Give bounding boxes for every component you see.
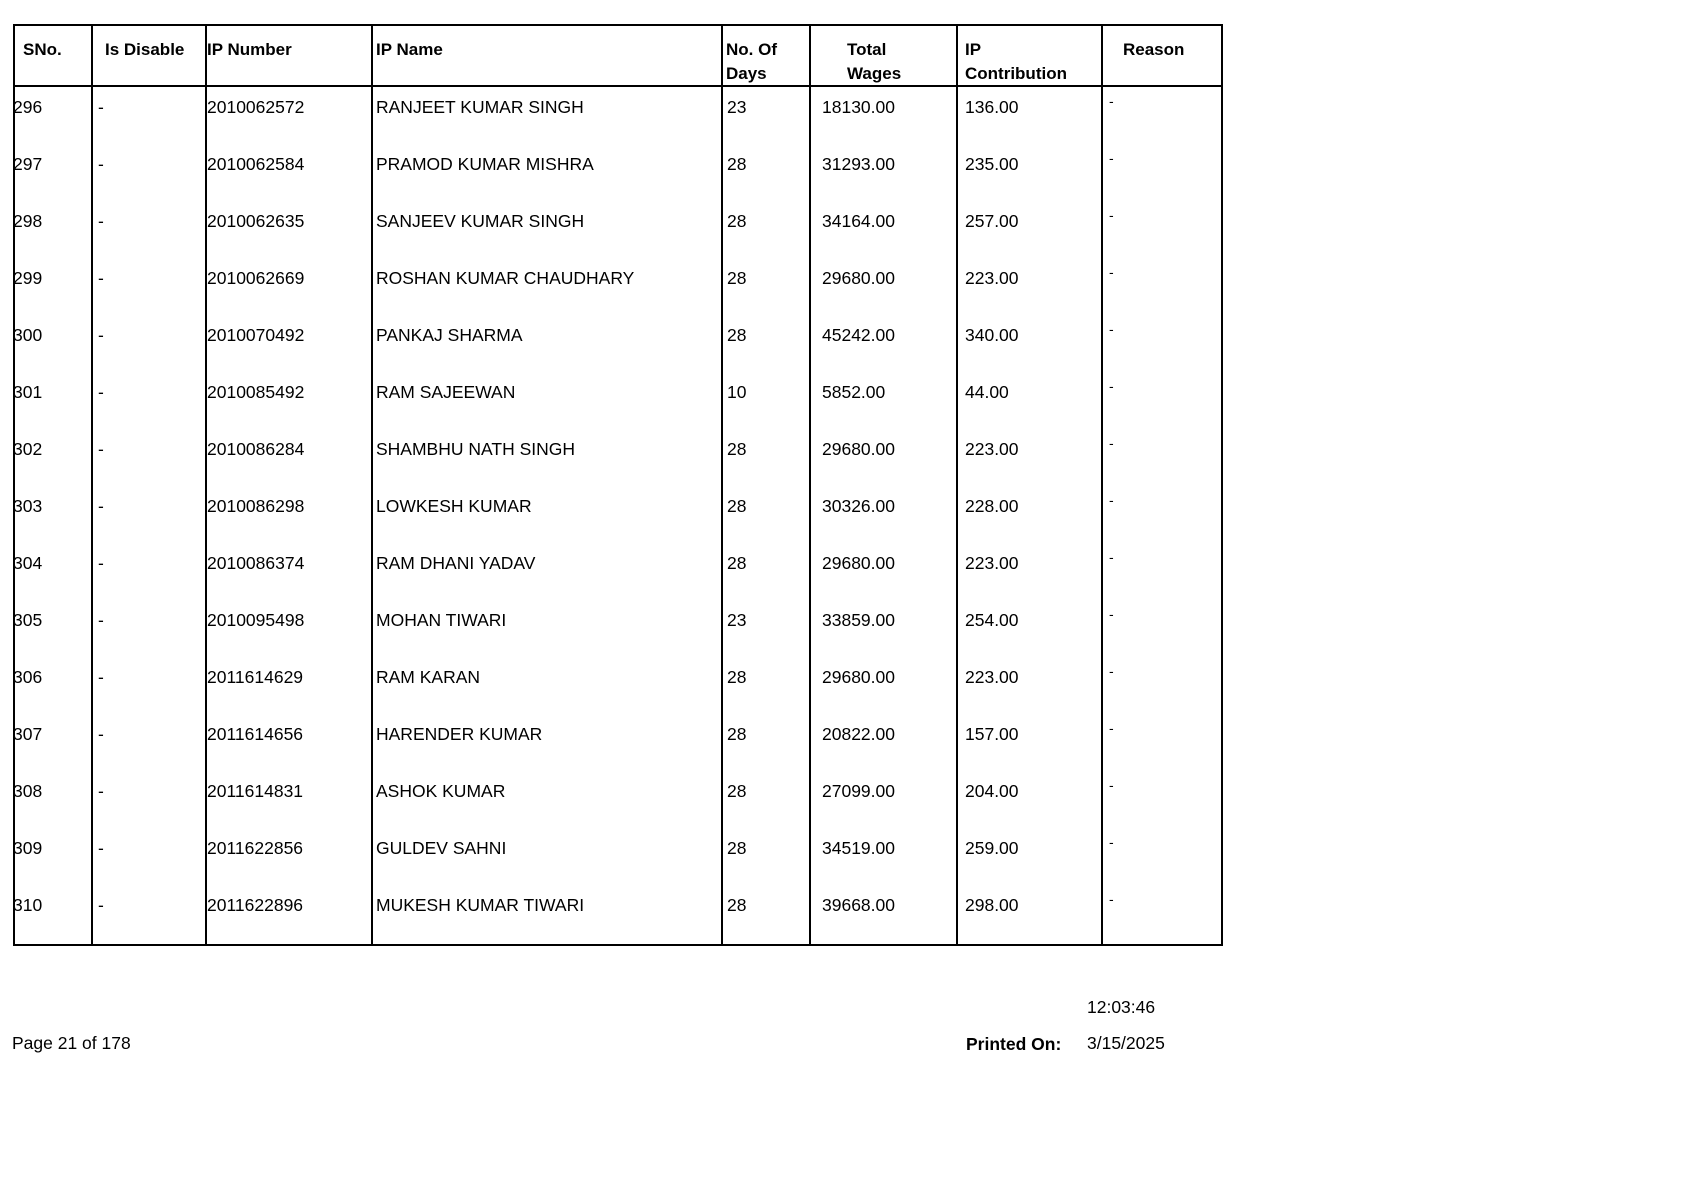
cell-wages: 29680.00: [822, 439, 895, 459]
cell-is-disable: -: [98, 610, 104, 630]
cell-wages: 39668.00: [822, 895, 895, 915]
table-row: [15, 657, 1221, 714]
cell-contribution: 44.00: [965, 382, 1009, 402]
table-row: [15, 600, 1221, 657]
cell-is-disable: -: [98, 895, 104, 915]
cell-ip-number: 2010062669: [207, 268, 305, 288]
cell-sno: 299: [13, 268, 43, 288]
header-wages-line2: Wages: [847, 64, 902, 83]
cell-ip-name: HARENDER KUMAR: [376, 724, 543, 744]
cell-ip-name: RAM KARAN: [376, 667, 481, 687]
cell-wages: 31293.00: [822, 154, 895, 174]
cell-ip-name: RAM DHANI YADAV: [376, 553, 536, 573]
cell-ip-name: PANKAJ SHARMA: [376, 325, 523, 345]
cell-ip-number: 2010062635: [207, 211, 305, 231]
cell-days: 28: [727, 781, 747, 801]
table-row: [15, 828, 1221, 885]
cell-ip-number: 2011614656: [207, 724, 304, 744]
cell-is-disable: -: [98, 268, 104, 288]
cell-contribution: 223.00: [965, 553, 1019, 573]
cell-days: 28: [727, 838, 747, 858]
cell-days: 28: [727, 724, 747, 744]
cell-is-disable: -: [98, 97, 104, 117]
table-row: [15, 543, 1221, 600]
header-ip-number: [207, 38, 292, 62]
printed-date: 3/15/2025: [1087, 1033, 1165, 1053]
cell-ip-number: 2010086284: [207, 439, 305, 459]
cell-days: 28: [727, 211, 747, 231]
cell-contribution: 228.00: [965, 496, 1019, 516]
cell-wages: 30326.00: [822, 496, 895, 516]
cell-sno: 297: [13, 154, 43, 174]
header-contrib-line1: IP: [965, 40, 982, 59]
cell-reason: -: [1109, 93, 1114, 109]
cell-ip-name: GULDEV SAHNI: [376, 838, 507, 858]
cell-ip-name: MUKESH KUMAR TIWARI: [376, 895, 585, 915]
cell-sno: 310: [13, 895, 43, 915]
header-total-wages: [847, 38, 901, 86]
cell-reason: -: [1109, 321, 1114, 337]
cell-ip-name: RANJEET KUMAR SINGH: [376, 97, 584, 117]
table-row: [15, 87, 1221, 144]
cell-sno: 306: [13, 667, 43, 687]
cell-reason: -: [1109, 378, 1114, 394]
cell-days: 23: [727, 97, 747, 117]
cell-wages: 45242.00: [822, 325, 895, 345]
header-wages-line1: Total: [847, 40, 887, 59]
cell-contribution: 157.00: [965, 724, 1019, 744]
table-row: [15, 315, 1221, 372]
printed-on-label: Printed On:: [966, 1034, 1062, 1054]
cell-ip-number: 2010095498: [207, 610, 305, 630]
header-ip-number-label: IP Number: [207, 40, 292, 59]
cell-sno: 296: [13, 97, 43, 117]
cell-contribution: 136.00: [965, 97, 1019, 117]
cell-days: 28: [727, 553, 747, 573]
cell-sno: 307: [13, 724, 43, 744]
cell-reason: -: [1109, 492, 1114, 508]
cell-wages: 33859.00: [822, 610, 895, 630]
cell-contribution: 223.00: [965, 667, 1019, 687]
cell-is-disable: -: [98, 667, 104, 687]
cell-ip-number: 2010086298: [207, 496, 305, 516]
contribution-table: [13, 24, 1223, 946]
cell-ip-name: PRAMOD KUMAR MISHRA: [376, 154, 594, 174]
header-sno-label: SNo.: [23, 40, 62, 59]
table-row: [15, 258, 1221, 315]
table-row: [15, 486, 1221, 543]
cell-ip-name: MOHAN TIWARI: [376, 610, 507, 630]
cell-wages: 18130.00: [822, 97, 895, 117]
cell-is-disable: -: [98, 211, 104, 231]
cell-ip-number: 2010085492: [207, 382, 305, 402]
cell-reason: -: [1109, 435, 1114, 451]
header-contrib-line2: Contribution: [965, 64, 1067, 83]
cell-is-disable: -: [98, 439, 104, 459]
cell-reason: -: [1109, 606, 1114, 622]
table-row: [15, 144, 1221, 201]
cell-ip-name: LOWKESH KUMAR: [376, 496, 532, 516]
cell-reason: -: [1109, 720, 1114, 736]
cell-days: 28: [727, 325, 747, 345]
cell-sno: 304: [13, 553, 43, 573]
cell-ip-number: 2010070492: [207, 325, 305, 345]
header-is-disable: [105, 38, 184, 62]
cell-sno: 308: [13, 781, 43, 801]
cell-wages: 29680.00: [822, 553, 895, 573]
header-no-of-days: [726, 38, 777, 86]
cell-ip-name: SANJEEV KUMAR SINGH: [376, 211, 585, 231]
cell-is-disable: -: [98, 724, 104, 744]
cell-ip-number: 2010086374: [207, 553, 305, 573]
cell-is-disable: -: [98, 154, 104, 174]
cell-ip-name: RAM SAJEEWAN: [376, 382, 516, 402]
header-sno: [23, 38, 62, 62]
cell-is-disable: -: [98, 382, 104, 402]
cell-wages: 27099.00: [822, 781, 895, 801]
header-is-disable-label: Is Disable: [105, 40, 185, 59]
cell-ip-name: ASHOK KUMAR: [376, 781, 506, 801]
cell-is-disable: -: [98, 496, 104, 516]
cell-ip-number: 2011614629: [207, 667, 304, 687]
printed-time: 12:03:46: [1087, 997, 1156, 1017]
header-ip-name: [376, 38, 443, 62]
cell-days: 28: [727, 268, 747, 288]
cell-is-disable: -: [98, 553, 104, 573]
cell-days: 28: [727, 667, 747, 687]
cell-reason: -: [1109, 150, 1114, 166]
cell-sno: 305: [13, 610, 43, 630]
cell-days: 10: [727, 382, 747, 402]
header-ip-name-label: IP Name: [376, 40, 443, 59]
table-row: [15, 714, 1221, 771]
header-days-line1: No. Of: [726, 40, 777, 59]
cell-days: 28: [727, 496, 747, 516]
cell-days: 28: [727, 154, 747, 174]
cell-sno: 309: [13, 838, 43, 858]
cell-wages: 29680.00: [822, 268, 895, 288]
cell-wages: 34519.00: [822, 838, 895, 858]
header-ip-contribution: [965, 38, 1067, 86]
cell-wages: 29680.00: [822, 667, 895, 687]
table-row: [15, 372, 1221, 429]
cell-contribution: 223.00: [965, 439, 1019, 459]
cell-days: 28: [727, 895, 747, 915]
cell-reason: -: [1109, 834, 1114, 850]
cell-ip-number: 2011622856: [207, 838, 304, 858]
cell-wages: 20822.00: [822, 724, 895, 744]
cell-reason: -: [1109, 264, 1114, 280]
cell-sno: 298: [13, 211, 43, 231]
cell-reason: -: [1109, 207, 1114, 223]
table-row: [15, 201, 1221, 258]
table-row: [15, 771, 1221, 828]
cell-wages: 5852.00: [822, 382, 886, 402]
cell-wages: 34164.00: [822, 211, 895, 231]
cell-is-disable: -: [98, 325, 104, 345]
cell-ip-name: SHAMBHU NATH SINGH: [376, 439, 575, 459]
cell-contribution: 259.00: [965, 838, 1019, 858]
cell-ip-name: ROSHAN KUMAR CHAUDHARY: [376, 268, 635, 288]
table-row: [15, 429, 1221, 486]
cell-ip-number: 2011614831: [207, 781, 304, 801]
cell-sno: 302: [13, 439, 43, 459]
cell-sno: 301: [13, 382, 43, 402]
cell-contribution: 235.00: [965, 154, 1019, 174]
cell-contribution: 204.00: [965, 781, 1019, 801]
cell-reason: -: [1109, 549, 1114, 565]
header-reason-label: Reason: [1123, 40, 1185, 59]
header-reason: [1123, 38, 1184, 62]
cell-sno: 300: [13, 325, 43, 345]
cell-contribution: 223.00: [965, 268, 1019, 288]
page-info: Page 21 of 178: [12, 1033, 131, 1053]
cell-contribution: 340.00: [965, 325, 1019, 345]
cell-reason: -: [1109, 891, 1114, 907]
cell-sno: 303: [13, 496, 43, 516]
table-row: [15, 885, 1221, 942]
cell-ip-number: 2010062584: [207, 154, 305, 174]
header-days-line2: Days: [726, 64, 767, 83]
cell-days: 28: [727, 439, 747, 459]
cell-contribution: 298.00: [965, 895, 1019, 915]
cell-is-disable: -: [98, 781, 104, 801]
cell-contribution: 257.00: [965, 211, 1019, 231]
cell-contribution: 254.00: [965, 610, 1019, 630]
cell-reason: -: [1109, 777, 1114, 793]
cell-is-disable: -: [98, 838, 104, 858]
cell-ip-number: 2010062572: [207, 97, 305, 117]
cell-reason: -: [1109, 663, 1114, 679]
cell-days: 23: [727, 610, 747, 630]
cell-ip-number: 2011622896: [207, 895, 304, 915]
